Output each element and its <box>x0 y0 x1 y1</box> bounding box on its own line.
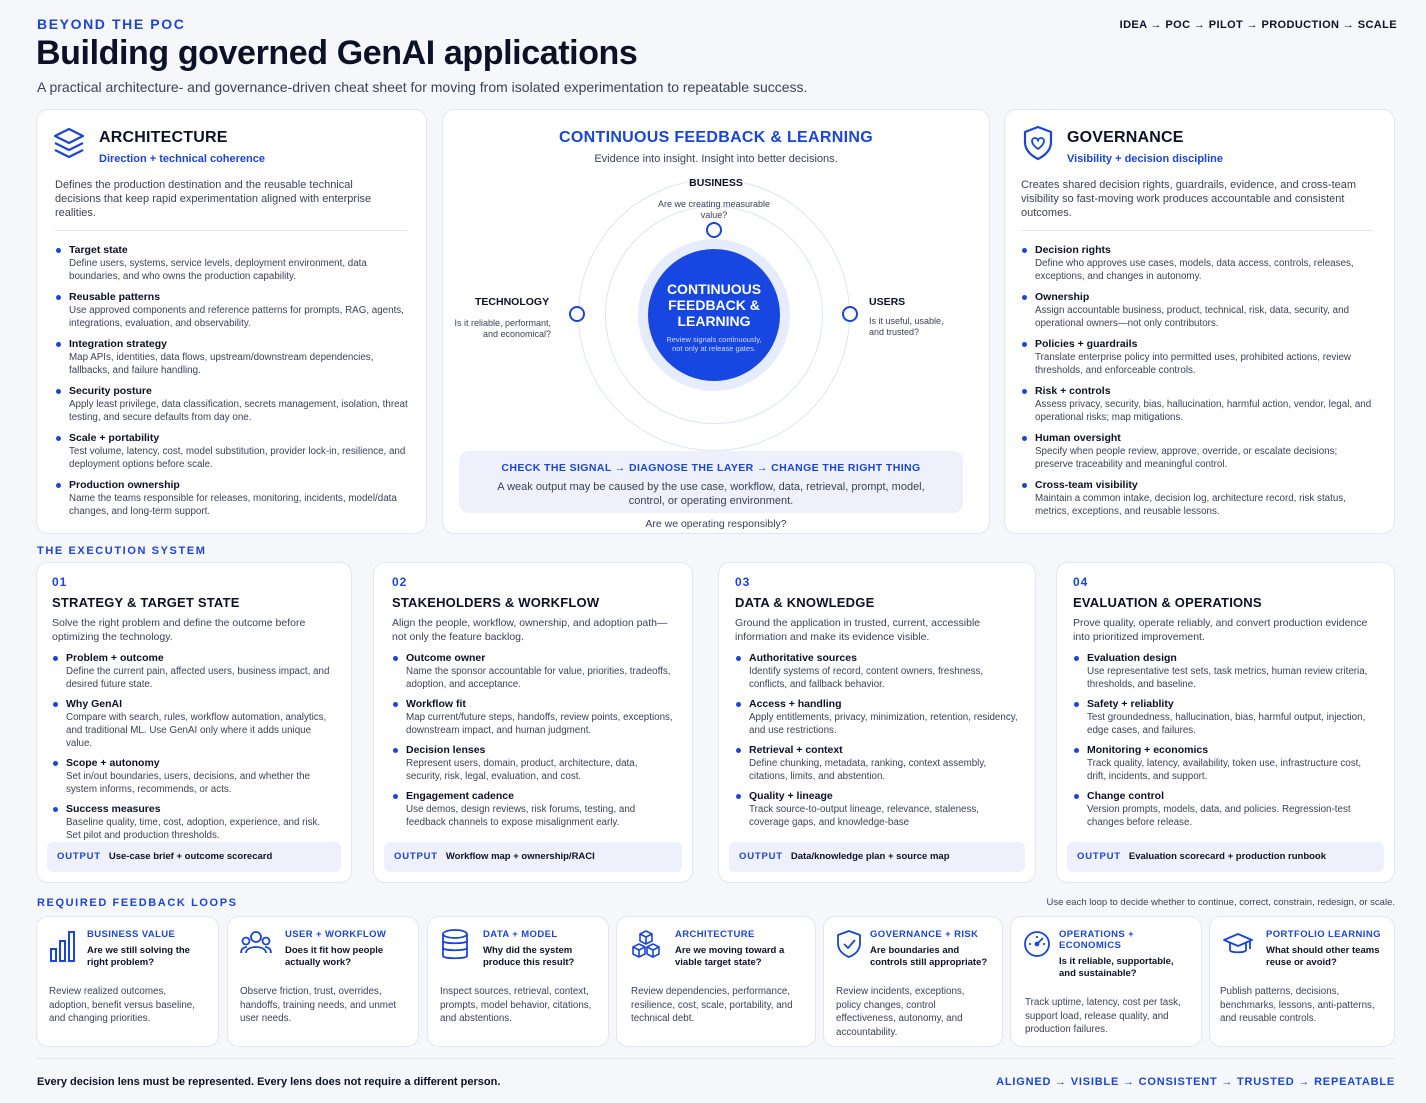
loop-title: GOVERNANCE + RISK <box>870 929 979 940</box>
list-item: Authoritative sources Identify systems of record, content owners, freshness, conflicts, and fallback behavior. <box>735 652 1019 691</box>
list-item: Risk + controls Assess privacy, security, bias, hallucination, harmful action, vendor, legal, and operational risks; map mitigations. <box>1021 385 1376 424</box>
step-description: Solve the right problem and define the outcome before optimizing the technology. <box>52 617 306 643</box>
loop-description: Publish patterns, decisions, benchmarks, lessons, anti-patterns, and reusable controls. <box>1220 986 1375 1024</box>
architecture-title: ARCHITECTURE <box>99 129 228 146</box>
list-item: Production ownership Name the teams responsible for releases, monitoring, incidents, model/data changes, and long-term support. <box>55 479 410 518</box>
list-item: Outcome owner Name the sponsor accountable for value, priorities, tradeoffs, adoption, and acceptance. <box>392 652 674 691</box>
users-question: Is it useful, usable, and trusted? <box>869 316 944 337</box>
list-item: Problem + outcome Define the current pain, affected users, business impact, and desired future state. <box>52 652 336 691</box>
loop-title: BUSINESS VALUE <box>87 929 176 940</box>
loop-card <box>36 916 219 1047</box>
loop-card <box>1010 916 1202 1047</box>
feedback-subtitle: Evidence into insight. Insight into better decisions. <box>594 153 838 165</box>
eyebrow: BEYOND THE POC <box>37 16 186 32</box>
page-subtitle: A practical architecture- and governance-driven cheat sheet for moving from isolated experimentation to repeatable success. <box>37 79 808 95</box>
divider <box>1021 230 1373 231</box>
loop-title: DATA + MODEL <box>483 929 558 940</box>
page-title: Building governed GenAI applications <box>36 34 638 72</box>
list-item: Monitoring + economics Track quality, latency, availability, token use, infrastructure cost, drift, incidents, and support. <box>1073 744 1378 783</box>
list-item: Quality + lineage Track source-to-output lineage, relevance, staleness, coverage gaps, and knowledge-base <box>735 790 1019 829</box>
step-list <box>1073 652 1378 829</box>
architecture-list <box>55 244 410 526</box>
loop-description: Inspect sources, retrieval, context, prompts, model behavior, citations, and abstentions. <box>440 986 592 1024</box>
list-item: Change control Version prompts, models, data, and policies. Regression-test changes before release. <box>1073 790 1378 829</box>
list-item: Scale + portability Test volume, latency, cost, model substitution, provider lock-in, resilience, and deployment options before scale. <box>55 432 410 471</box>
governance-panel <box>1004 109 1395 534</box>
database-icon <box>441 929 469 966</box>
list-item: Success measures Baseline quality, time, cost, adoption, experience, and risk. Set pilot and production thresholds. <box>52 803 336 842</box>
cubes-icon <box>631 929 661 964</box>
step-number: 04 <box>1073 575 1089 589</box>
step-list <box>52 652 336 842</box>
feedback-title: CONTINUOUS FEEDBACK & LEARNING <box>559 129 873 146</box>
loop-description: Review dependencies, performance, resilience, cost, scale, portability, and technical debt. <box>631 986 793 1024</box>
loop-card <box>1209 916 1395 1047</box>
feedback-panel <box>442 109 990 534</box>
signal-box <box>459 451 963 513</box>
step-number: 01 <box>52 575 68 589</box>
business-label: BUSINESS <box>689 177 743 189</box>
list-item: Target state Define users, systems, service levels, deployment environment, data boundaries, and who owns the production capability. <box>55 244 410 283</box>
list-item: Human oversight Specify when people review, approve, override, or escalate decisions; preserve traceability and meaningful control. <box>1021 432 1376 471</box>
execution-label: THE EXECUTION SYSTEM <box>37 545 207 557</box>
loop-description: Observe friction, trust, overrides, handoffs, training needs, and unmet user needs. <box>240 986 397 1024</box>
list-item: Ownership Assign accountable business, product, technical, risk, data, security, and operational owners—not only contributors. <box>1021 291 1376 330</box>
business-node <box>706 222 722 238</box>
footer-divider <box>36 1058 1395 1059</box>
step-number: 03 <box>735 575 751 589</box>
step-output: OUTPUT Workflow map + ownership/RACI <box>384 842 682 872</box>
business-question: Are we creating measurable value? <box>657 199 771 220</box>
loop-title: OPERATIONS + ECONOMICS <box>1059 929 1135 951</box>
core-circle <box>648 249 780 381</box>
gauge-icon <box>1023 930 1051 963</box>
loop-question: Is it reliable, supportable, and sustainable? <box>1059 956 1174 979</box>
core-title: CONTINUOUS FEEDBACK & LEARNING <box>666 281 762 329</box>
governance-description: Creates shared decision rights, guardrails, evidence, and cross-team visibility so fast-moving work produces accountable and consistent outcomes. <box>1021 179 1357 219</box>
architecture-panel <box>36 109 427 534</box>
graduation-cap-icon <box>1223 931 1253 962</box>
step-card <box>718 562 1036 883</box>
signal-title: CHECK THE SIGNAL → DIAGNOSE THE LAYER → CHANGE THE RIGHT THING <box>501 462 921 474</box>
step-title: EVALUATION & OPERATIONS <box>1073 595 1262 610</box>
users-label: USERS <box>869 296 906 308</box>
loop-description: Track uptime, latency, cost per task, support load, release quality, and production failures. <box>1025 997 1181 1035</box>
step-description: Align the people, workflow, ownership, and adoption path—not only the feature backlog. <box>392 617 668 643</box>
step-output: OUTPUT Evaluation scorecard + production runbook <box>1067 842 1384 872</box>
step-list <box>735 652 1019 829</box>
technology-label: TECHNOLOGY <box>475 296 550 308</box>
step-title: STRATEGY & TARGET STATE <box>52 595 240 610</box>
loop-question: Does it fit how people actually work? <box>285 945 384 968</box>
loop-question: Are we moving toward a viable target state? <box>675 945 785 968</box>
list-item: Engagement cadence Use demos, design reviews, risk forums, testing, and feedback channels to expose misalignment early. <box>392 790 674 829</box>
divider <box>55 230 407 231</box>
list-item: Cross-team visibility Maintain a common intake, decision log, architecture record, risk status, metrics, exceptions, and reusable lessons. <box>1021 479 1376 518</box>
list-item: Access + handling Apply entitlements, privacy, minimization, retention, residency, and use restrictions. <box>735 698 1019 737</box>
list-item: Reusable patterns Use approved components and reference patterns for prompts, RAG, agents, integrations, evaluation, and observability. <box>55 291 410 330</box>
step-list <box>392 652 674 829</box>
layers-icon <box>53 127 85 166</box>
lifecycle-flow: IDEA → POC → PILOT → PRODUCTION → SCALE <box>1119 19 1397 31</box>
technology-node <box>569 306 585 322</box>
loop-question: What should other teams reuse or avoid? <box>1266 945 1380 968</box>
footer-note: Every decision lens must be represented. Every lens does not require a different person. <box>37 1076 501 1088</box>
loop-card <box>616 916 816 1047</box>
governance-title: GOVERNANCE <box>1067 129 1184 146</box>
loop-card <box>227 916 419 1047</box>
list-item: Integration strategy Map APIs, identities, data flows, upstream/downstream dependencies, fallbacks, and failure handling. <box>55 338 410 377</box>
step-card <box>373 562 693 883</box>
list-item: Retrieval + context Define chunking, metadata, ranking, context assembly, citations, limits, and abstention. <box>735 744 1019 783</box>
loops-label: REQUIRED FEEDBACK LOOPS <box>37 897 238 909</box>
list-item: Decision lenses Represent users, domain, product, architecture, data, security, risk, legal, evaluation, and cost. <box>392 744 674 783</box>
bar-chart-icon <box>49 929 77 968</box>
architecture-subtitle: Direction + technical coherence <box>99 153 265 165</box>
step-output: OUTPUT Use-case brief + outcome scorecard <box>47 842 341 872</box>
technology-question: Is it reliable, performant, and economical? <box>454 318 551 339</box>
shield-check-icon <box>836 929 862 964</box>
step-description: Ground the application in trusted, current, accessible information and make its evidence visible. <box>735 617 981 643</box>
loop-title: PORTFOLIO LEARNING <box>1266 929 1381 940</box>
step-output: OUTPUT Data/knowledge plan + source map <box>729 842 1025 872</box>
list-item: Decision rights Define who approves use cases, models, data access, controls, releases, exceptions, and changes in autonomy. <box>1021 244 1376 283</box>
loop-question: Are we still solving the right problem? <box>87 945 190 968</box>
users-node <box>842 306 858 322</box>
loop-card <box>823 916 1003 1047</box>
step-card <box>36 562 352 883</box>
step-number: 02 <box>392 575 408 589</box>
loop-title: USER + WORKFLOW <box>285 929 387 940</box>
signal-description: A weak output may be caused by the use case, workflow, data, retrieval, prompt, model, control, or operating environment. <box>497 481 925 507</box>
responsibility-question: Are we operating responsibly? <box>645 518 787 530</box>
step-description: Prove quality, operate reliably, and convert production evidence into prioritized improvement. <box>1073 617 1368 643</box>
architecture-description: Defines the production destination and the reusable technical decisions that keep rapid experimentation aligned with enterprise realities. <box>55 179 372 219</box>
list-item: Why GenAI Compare with search, rules, workflow automation, analytics, and traditional ML. Use GenAI only where it adds unique value. <box>52 698 336 750</box>
list-item: Scope + autonomy Set in/out boundaries, users, decisions, and whether the system informs, recommends, or acts. <box>52 757 336 796</box>
list-item: Policies + guardrails Translate enterprise policy into permitted uses, prohibited actions, review thresholds, and enforceable controls. <box>1021 338 1376 377</box>
core-subtitle: Review signals continuously, not only at release gates. <box>666 335 762 353</box>
users-icon <box>240 929 272 964</box>
loop-description: Review realized outcomes, adoption, benefit versus baseline, and changing priorities. <box>49 986 195 1024</box>
shield-icon <box>1023 125 1053 166</box>
list-item: Safety + reliablity Test groundedness, hallucination, bias, harmful output, injection, edge cases, and failures. <box>1073 698 1378 737</box>
loop-question: Are boundaries and controls still appropriate? <box>870 945 988 968</box>
loop-description: Review incidents, exceptions, policy changes, control effectiveness, autonomy, and accountability. <box>836 986 965 1038</box>
loop-question: Why did the system produce this result? <box>483 945 575 968</box>
loops-note: Use each loop to decide whether to continue, correct, constrain, redesign, or scale. <box>1046 897 1395 908</box>
step-title: DATA & KNOWLEDGE <box>735 595 875 610</box>
governance-subtitle: Visibility + decision discipline <box>1067 153 1223 165</box>
footer-flow: ALIGNED → VISIBLE → CONSISTENT → TRUSTED → REPEATABLE <box>996 1076 1395 1088</box>
governance-list <box>1021 244 1376 526</box>
list-item: Evaluation design Use representative test sets, task metrics, human review criteria, thresholds, and baseline. <box>1073 652 1378 691</box>
loop-card <box>427 916 609 1047</box>
step-title: STAKEHOLDERS & WORKFLOW <box>392 595 600 610</box>
step-card <box>1056 562 1395 883</box>
list-item: Workflow fit Map current/future steps, handoffs, review points, exceptions, downstream impact, and human judgment. <box>392 698 674 737</box>
list-item: Security posture Apply least privilege, data classification, secrets management, isolation, threat testing, and secure defaults from day one. <box>55 385 410 424</box>
loop-title: ARCHITECTURE <box>675 929 755 940</box>
